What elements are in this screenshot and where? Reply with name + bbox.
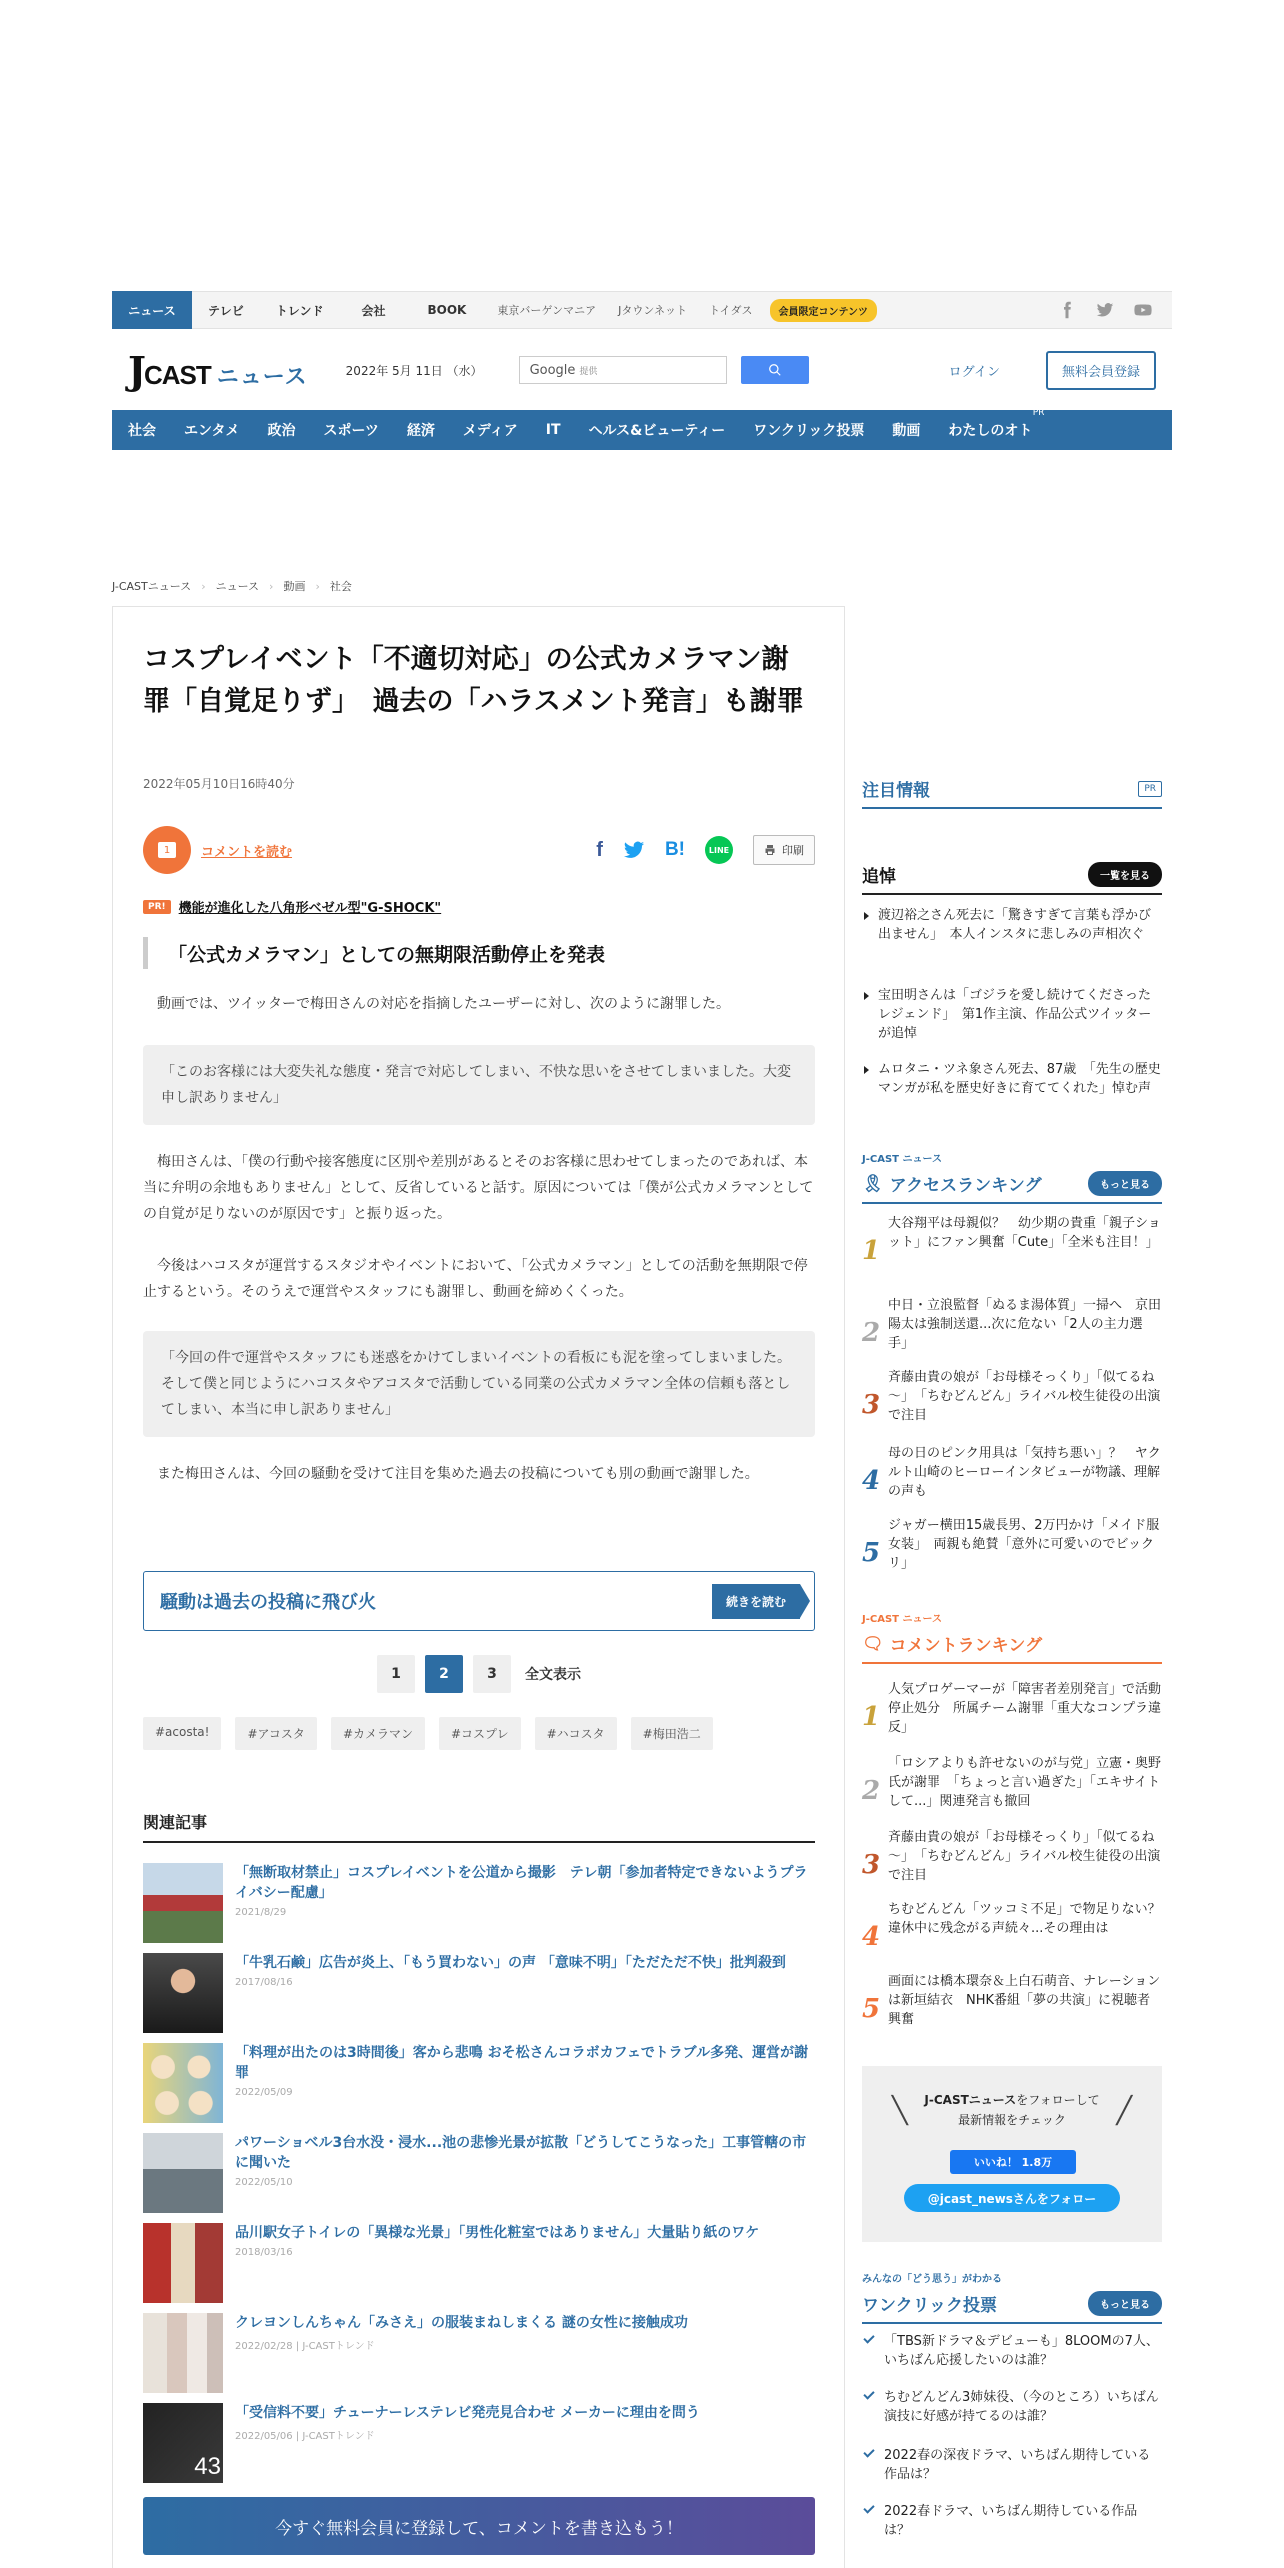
topnav-book[interactable]: BOOK — [427, 303, 467, 317]
ribbon-icon: 🎗 — [862, 1173, 884, 1194]
nav-watashi[interactable]: わたしのオト PR — [948, 408, 1045, 439]
nav-vote[interactable]: ワンクリック投票 — [753, 423, 865, 439]
tag[interactable]: #ハコスタ — [535, 1717, 617, 1750]
member-content-link[interactable]: 会員限定コンテンツ — [770, 299, 878, 322]
related-item[interactable]: 「料理が出たのは3時間後」客から悲鳴 おそ松さんコラボカフェでトラブル多発、運営が謝罪 2022/05/09 — [143, 2043, 815, 2123]
header-date: 2022年 5月 11日 （水） — [345, 363, 483, 378]
check-icon — [863, 2388, 874, 2399]
jcast-logo[interactable]: J CAST ニュース — [128, 347, 308, 393]
quote-2: 「今回の件で運営やスタッフにも迷惑をかけてしまいイベントの看板にも泥を塗ってしまいました。そして僕と同じようにハコスタやアコスタで活動している同業の公式カメラマン全体の信頼も落としてしまい、本当に申し訳ありません」 — [143, 1331, 815, 1437]
related-item[interactable]: 「牛乳石鹸」広告が炎上、「もう買わない」の声 「意味不明」「ただただ不快」批判殺到 2017/08/16 — [143, 1953, 815, 2033]
topnav-news[interactable]: ニュース — [112, 291, 192, 329]
tag[interactable]: #acosta! — [143, 1717, 221, 1750]
printer-icon — [764, 844, 776, 856]
paragraph-4: また梅田さんは、今回の騒動を受けて注目を集めた過去の投稿についても別の動画で謝罪した。 — [157, 1466, 759, 1482]
page-1[interactable]: 1 — [377, 1655, 415, 1693]
topnav-trend[interactable]: トレンド — [275, 303, 324, 318]
ranking-item[interactable]: 4 母の日のピンク用具は「気持ち悪い」？ ヤクルト山崎のヒーローインタビューが物議、理解の声も — [862, 1446, 1161, 1499]
tag[interactable]: #コスプレ — [439, 1717, 521, 1750]
line-share-icon[interactable]: LINE — [705, 836, 733, 864]
tag[interactable]: #アコスタ — [235, 1717, 316, 1750]
tracking-item[interactable]: ムロタニ・ツネ象さん死去、87歳 「先生の歴史マンガが私を歴史好きに育ててくれた」悼む声 — [862, 1060, 1162, 1098]
ranking-item[interactable]: 5 ジャガー横田15歳長男、2万円かけ「メイド服女装」 両親も絶賛「意外に可愛いのでビックリ」 — [862, 1518, 1160, 1571]
print-button[interactable]: 印刷 — [753, 835, 815, 865]
nav-economy[interactable]: 経済 — [406, 423, 435, 439]
facebook-share-icon[interactable]: f — [596, 838, 603, 861]
vote-item[interactable]: 2022春ドラマ、いちばん期待している作品は？ — [862, 2502, 1162, 2540]
article-actions — [143, 825, 815, 875]
access-ranking-title: アクセスランキング — [889, 1176, 1042, 1196]
access-more-button[interactable]: もっと見る — [1088, 1171, 1162, 1196]
category-nav — [112, 410, 1172, 450]
ranking-item[interactable]: 1 大谷翔平は母親似？ 幼少期の貴重「親子ショット」にファン興奮「Cute」「全米も注目！」 — [862, 1216, 1161, 1266]
comment-count-badge[interactable]: 1 — [143, 826, 191, 874]
topnav-tv[interactable]: テレビ — [208, 303, 244, 318]
breadcrumb-news[interactable]: ニュース — [215, 580, 260, 593]
breadcrumb-society[interactable]: 社会 — [329, 580, 352, 593]
ranking-item[interactable]: 3 斉藤由貴の娘が「お母様そっくり」「似てるね～」 「ちむどんどん」ライバル校生徒役の出演で注目 — [862, 1370, 1161, 1423]
pr-badge: PR — [1138, 781, 1162, 797]
facebook-like-button[interactable]: いいね！ 1.8万 — [950, 2150, 1076, 2174]
comment-ranking-title: コメントランキング — [889, 1636, 1043, 1656]
social-links — [1058, 301, 1172, 319]
access-ranking-section: J-CAST ニュース 🎗 アクセスランキング もっと見る 1 大谷翔平は母親似？ 幼少期の貴重「親子ショット」にファン興奮「Cute」「全米も注目！」 2 中日・立浪監督「ぬるま湯体質」一掃へ 京田陽太は強制送還...次に危ない「2人の主力選手」 3 斉藤由貴の娘が「お母様そっくり」「似てるね～」 「ちむどんどん」ライバル校生徒役の出演で注目 4 母の日のピンク用具は「気持ち悪い」？ ヤクルト山崎のヒーローインタビューが物議、理解の声も 5 ジャガー横田15歳長男、2万円かけ「メイド服女装」 両親も絶賛「意外に可愛いのでビックリ」 — [862, 1154, 1162, 1571]
comment-ranking-section: J-CAST ニュース 🗨 コメントランキング 1 人気プロゲーマーが「障害者差別発言」で活動停止処分 所属チーム謝罪「重大なコンプラ違反」 2 「ロシアよりも許せないのが与党」立憲・奥野氏が謝罪 「ちょっと言い過ぎた」「エキサイトして...」関連発言も撤回 3 斉藤由貴の娘が「お母様そっくり」「似てるね～」 「ちむどんどん」ライバル校生徒役の出演で注目 4 ちむどんどん「ツッコミ不足」で物足りない？ 違休中に残念がる声続々...その理由は 5 画面には橋本環奈＆上白石萌音、ナレーションは新垣結衣 NHK番組「夢の共演」に視聴者興奮 — [862, 1614, 1174, 2027]
vote-more-button[interactable]: もっと見る — [1088, 2291, 1162, 2316]
article — [112, 606, 845, 2568]
tracking-title: 追悼 — [862, 867, 896, 887]
topnav-bargain[interactable]: 東京バーゲンマニア — [497, 304, 597, 317]
ranking-item[interactable]: 3 斉藤由貴の娘が「お母様そっくり」「似てるね～」 「ちむどんどん」ライバル校生徒役の出演で注目 — [862, 1830, 1161, 1883]
vote-item[interactable]: ちむどんどん3姉妹役、（今のところ）いちばん演技に好感が持てるのは誰？ — [862, 2388, 1162, 2426]
paragraph-2: 梅田さんは、「僕の行動や接客態度に区別や差別があるとそのお客様に思わせてしまったのであれば、本当に弁明の余地もありません」として、反省していると話す。原因については「僕が公式カメラマンとしての自覚が足りないのが原因です」と振り返った。 — [143, 1154, 814, 1222]
site-header — [112, 330, 1172, 410]
breadcrumb-home[interactable]: J-CASTニュース — [112, 580, 192, 593]
twitter-follow-button[interactable]: @jcast_newsさんをフォロー — [904, 2184, 1120, 2212]
facebook-icon[interactable] — [1058, 301, 1076, 319]
tag-list — [143, 1717, 815, 1750]
check-icon — [863, 2502, 874, 2513]
vote-section: みんなの「どう思う」がわかる ワンクリック投票 もっと見る 「TBS新ドラマ＆デビューも」8LOOMの7人、いちばん応援したいのは誰？ ちむどんどん3姉妹役、（今のところ）いちばん演技に好感が持てるのは誰？ 2022春の深夜ドラマ、いちばん期待している作品は？ 2022春ドラマ、いちばん期待している作品は？ — [862, 2270, 1162, 2324]
tracking-item[interactable]: 渡辺裕之さん死去に「驚きすぎて言葉も浮かび出ません」 本人インスタに悲しみの声相次ぐ — [862, 906, 1162, 944]
article-date: 2022年05月10日16時40分 — [143, 777, 295, 791]
ranking-item[interactable]: 2 中日・立浪監督「ぬるま湯体質」一掃へ 京田陽太は強制送還...次に危ない「2人の主力選手」 — [862, 1298, 1162, 1351]
vote-title: ワンクリック投票 — [862, 2296, 997, 2316]
breadcrumb: J-CASTニュース › ニュース › 動画 › 社会 — [112, 579, 352, 593]
tag[interactable]: #カメラマン — [331, 1717, 425, 1750]
page-2[interactable]: 2 — [425, 1655, 463, 1693]
nav-entame[interactable]: エンタメ — [184, 423, 240, 439]
related-articles-heading: 関連記事 — [143, 1810, 815, 1843]
check-icon — [863, 2446, 874, 2457]
pagination — [143, 1655, 815, 1693]
nav-it[interactable]: IT — [545, 422, 561, 438]
youtube-icon[interactable] — [1134, 301, 1152, 319]
top-nav — [112, 291, 1172, 329]
page-3[interactable]: 3 — [473, 1655, 511, 1693]
ranking-item[interactable]: 1 人気プロゲーマーが「障害者差別発言」で活動停止処分 所属チーム謝罪「重大なコンプラ違反」 — [862, 1682, 1162, 1735]
topnav-jtown[interactable]: Jタウンネット — [618, 304, 688, 317]
nav-media[interactable]: メディア — [462, 423, 518, 439]
read-comments-link[interactable]: コメントを読む — [201, 844, 293, 860]
follow-box: ╲ ╱ J-CASTニュースをフォローして 最新情報をチェック いいね！ 1.8万 @jcast_newsさんをフォロー — [862, 2066, 1162, 2242]
related-thumbnail — [143, 2043, 223, 2123]
full-text-link[interactable]: 全文表示 — [525, 1667, 581, 1683]
nav-video[interactable]: 動画 — [892, 423, 921, 439]
twitter-icon[interactable] — [1096, 301, 1114, 319]
section-heading: 「公式カメラマン」としての無期限活動停止を発表 — [143, 937, 815, 969]
login-link[interactable]: ログイン — [948, 364, 1000, 380]
hatena-bookmark-icon[interactable]: B! — [664, 839, 685, 860]
vote-item[interactable]: 「TBS新ドラマ＆デビューも」8LOOMの7人、いちばん応援したいのは誰？ — [862, 2332, 1162, 2370]
paragraph-1: 動画では、ツイッターで梅田さんの対応を指摘したユーザーに対し、次のように謝罪した。 — [157, 996, 731, 1012]
nav-politics[interactable]: 政治 — [267, 423, 296, 439]
ranking-item[interactable]: 5 画面には橋本環奈＆上白石萌音、ナレーションは新垣結衣 NHK番組「夢の共演」に視聴者興奮 — [862, 1974, 1161, 2027]
topnav-toidas[interactable]: トイダス — [709, 304, 753, 317]
ranking-item[interactable]: 2 「ロシアよりも許せないのが与党」立憲・奥野氏が謝罪 「ちょっと言い過ぎた」「エキサイトして...」関連発言も撤回 — [862, 1756, 1162, 1809]
nav-health[interactable]: ヘルス&ビューティー — [588, 423, 726, 439]
register-cta-button[interactable]: 今すぐ無料会員に登録して、コメントを書き込もう！ — [143, 2497, 815, 2555]
twitter-share-icon[interactable] — [623, 839, 645, 861]
check-icon — [863, 2332, 874, 2343]
vote-item[interactable]: 2022春の深夜ドラマ、いちばん期待している作品は？ — [862, 2446, 1162, 2484]
related-item[interactable]: 品川駅女子トイレの「異様な光景」「男性化粧室ではありません」大量貼り紙のワケ 2018/03/16 — [143, 2223, 815, 2303]
related-item[interactable]: 43 「受信料不要」チューナーレステレビ発売見合わせ メーカーに理由を問う 2022/05/06 | J-CASTトレンド — [143, 2403, 815, 2483]
nav-sports[interactable]: スポーツ — [323, 423, 379, 439]
related-thumbnail — [143, 1953, 223, 2033]
related-thumbnail — [143, 1863, 223, 1943]
share-buttons — [596, 836, 733, 864]
article-title: コスプレイベント「不適切対応」の公式カメラマン謝罪「自覚足りず」 過去の「ハラスメント発言」も謝罪 — [143, 644, 804, 717]
tracking-item[interactable]: 宝田明さんは「ゴジラを愛し続けてくださったレジェンド」 第1作主演、作品公式ツイッターが追悼 — [862, 986, 1162, 1043]
register-button[interactable]: 無料会員登録 — [1046, 351, 1156, 390]
tracking-section — [862, 862, 1162, 1096]
related-thumbnail: 43 — [143, 2403, 223, 2483]
related-thumbnail — [143, 2223, 223, 2303]
search-button[interactable] — [741, 356, 809, 384]
topnav-company[interactable]: 会社 — [361, 303, 386, 318]
related-item[interactable]: クレヨンしんちゃん「みさえ」の服装まねしまくる 謎の女性に接触成功 2022/02/28 | J-CASTトレンド — [143, 2313, 815, 2393]
next-page-title: 騒動は過去の投稿に飛び火 — [160, 1592, 376, 1613]
notice-title: 注目情報 — [862, 781, 930, 801]
continue-box[interactable] — [143, 1571, 815, 1631]
related-thumbnail — [143, 2133, 223, 2213]
breadcrumb-video[interactable]: 動画 — [283, 580, 306, 593]
tag[interactable]: #梅田浩二 — [631, 1717, 713, 1750]
tracking-list-button[interactable]: 一覧を見る — [1088, 862, 1162, 887]
continue-reading-button[interactable]: 続きを読む — [712, 1584, 800, 1619]
speech-bubble-icon: 🗨 — [862, 1633, 884, 1654]
related-item[interactable]: パワーショベル3台水没・浸水...池の悲惨光景が拡散「どうしてこうなった」工事管轄の市に聞いた 2022/05/10 — [143, 2133, 815, 2213]
related-item[interactable]: 「無断取材禁止」コスプレイベントを公道から撮影 テレ朝「参加者特定できないようプライバシー配慮」 2021/8/29 — [143, 1863, 815, 1943]
paragraph-3: 今後はハコスタが運営するスタジオやイベントにおいて、「公式カメラマン」としての活動を無期限で停止するという。そのうえで運営やスタッフにも謝罪し、動画を締めくくった。 — [143, 1258, 808, 1300]
quote-1: 「このお客様には大変失礼な態度・発言で対応してしまい、不快な思いをさせてしまいました。大変申し訳ありません」 — [143, 1045, 815, 1125]
pr-link[interactable]: PR! 機能が進化した八角形ベゼル型"G-SHOCK" — [143, 897, 815, 916]
nav-society[interactable]: 社会 — [128, 423, 156, 439]
search-form — [519, 356, 809, 384]
search-icon — [768, 363, 782, 377]
search-input[interactable]: Google 提供 — [519, 356, 727, 384]
related-thumbnail — [143, 2313, 223, 2393]
ranking-item[interactable]: 4 ちむどんどん「ツッコミ不足」で物足りない？ 違休中に残念がる声続々...その理由は — [862, 1902, 1174, 1952]
notice-section — [862, 776, 1162, 809]
